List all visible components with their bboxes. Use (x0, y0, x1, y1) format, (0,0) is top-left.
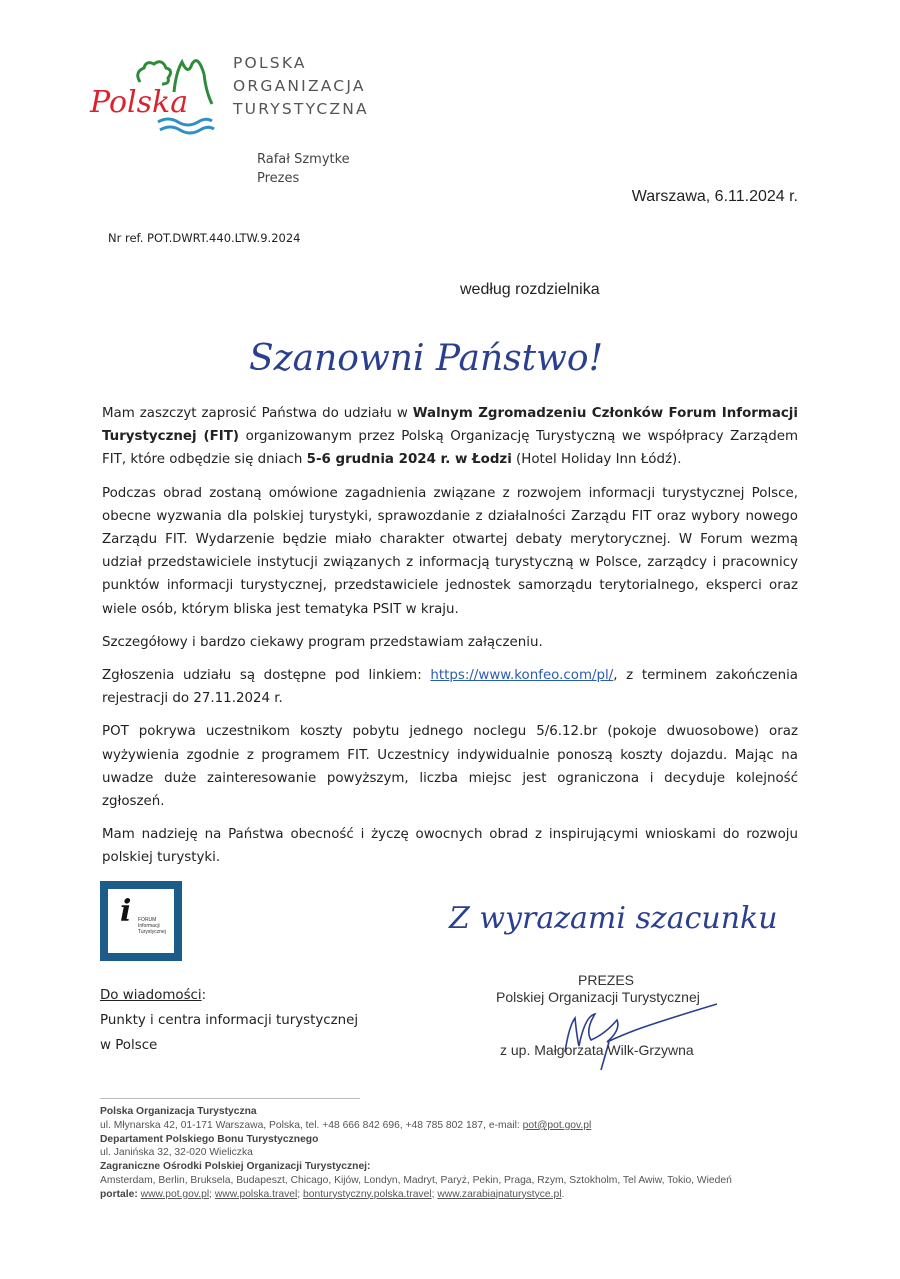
org-line-3: TURYSTYCZNA (233, 100, 369, 118)
president-name: Rafał Szmytke (257, 152, 350, 167)
recipient: według rozdzielnika (460, 281, 600, 298)
handwritten-signature (551, 992, 751, 1072)
footer-email-link[interactable]: pot@pot.gov.pl (522, 1119, 592, 1131)
portal-link-polska-travel[interactable]: www.polska.travel (214, 1188, 298, 1200)
letter-body (102, 402, 798, 880)
polska-logo-icon (88, 52, 216, 142)
footer-org: Polska Organizacja Turystyczna (100, 1106, 257, 1117)
footer (100, 1105, 820, 1202)
reference-number: Nr ref. POT.DWRT.440.LTW.9.2024 (108, 231, 301, 245)
footer-offices-title: Zagraniczne Ośrodki Polskiej Organizacji Turystycznej: (100, 1161, 371, 1173)
portal-link-zarabiaj[interactable]: www.zarabiajnaturystyce.pl (437, 1188, 562, 1200)
fit-logo-inner (108, 889, 174, 953)
paragraph-agenda: Podczas obrad zostaną omówione zagadnienia związane z rozwojem informacji turystycznej Polsce, obecne wyzwania dla polskiej turystyki, sprawozdanie z działalności Zarządu FIT oraz wybory nowego Zarządu FIT. Wydarzenie będzie miało charakter otwartej debaty merytorycznej. W Forum wezmą udział przedstawiciele instytucji związanych z informacją turystyczną w Polsce, zarządcy i pracownicy punktów informacji turystycznej, przedstawiciele jednostek samorządu terytorialnego, eksperci oraz wiele osób, którym bliska jest tematyka PSIT w kraju. (102, 485, 798, 617)
cc-line-1: Punkty i centra informacji turystycznej (100, 1013, 359, 1028)
footer-divider (100, 1098, 360, 1099)
signature-title: PREZES (578, 972, 635, 988)
president-info (257, 150, 350, 188)
polska-logo (88, 52, 216, 142)
footer-dept-address: ul. Janińska 32, 32-020 Wieliczka (100, 1147, 253, 1159)
handwritten-greeting (245, 318, 615, 388)
paragraph-costs: POT pokrywa uczestnikom koszty pobytu jednego noclegu 5/6.12.br (pokoje dwuosobowe) oraz wyżywienia zgodnie z programem FIT. Uczestnicy indywidualnie ponoszą koszty dojazdu. Mając na uwadze duże zainteresowanie powyższym, liczba miejsc jest ograniczona i decyduje kolejność zgłoszeń. (102, 724, 798, 810)
signature-name: z up. Małgorzata Wilk-Grzywna (500, 1042, 694, 1058)
signature-org: Polskiej Organizacji Turystycznej (496, 989, 700, 1005)
svg-text:Polska: Polska (90, 85, 189, 120)
handwritten-closing (445, 880, 790, 950)
portal-link-pot[interactable]: www.pot.gov.pl (140, 1188, 210, 1200)
greeting-text: Szanowni Państwo! (249, 338, 604, 379)
org-line-2: ORGANIZACJA (233, 77, 366, 95)
signature-block (496, 972, 746, 1067)
paragraph-program: Szczegółowy i bardzo ciekawy program przedstawiam załączeniu. (102, 634, 543, 650)
cc-line-2: w Polsce (100, 1038, 158, 1053)
footer-portals: portale: www.pot.gov.pl; www.polska.travel; bonturystyczny.polska.travel; www.zarabiajnaturystyce.pl. (100, 1188, 565, 1200)
paragraph-registration: Zgłoszenia udziału są dostępne pod linkiem: https://www.konfeo.com/pl/, z terminem zakończenia rejestracji do 27.11.2024 r. (102, 668, 798, 707)
registration-link[interactable]: https://www.konfeo.com/pl/ (430, 668, 614, 684)
president-title: Prezes (257, 171, 300, 186)
portal-link-bon[interactable]: bonturystyczny.polska.travel (303, 1188, 432, 1200)
fit-logo-text: FORUM Informacji Turystycznej (138, 917, 166, 935)
paragraph-closing: Mam nadzieję na Państwa obecność i życzę owocnych obrad z inspirującymi wnioskami do rozwoju polskiej turystyki. (102, 827, 798, 866)
cc-heading: Do wiadomości: (100, 988, 207, 1003)
org-line-1: POLSKA (233, 54, 307, 72)
footer-dept: Departament Polskiego Bonu Turystycznego (100, 1133, 319, 1145)
closing-text: Z wyrazami szacunku (449, 901, 778, 936)
footer-address: ul. Młynarska 42, 01-171 Warszawa, Polska, tel. +48 666 842 696, +48 785 802 187, e-mail: pot@pot.gov.pl (100, 1119, 592, 1131)
footer-offices: Amsterdam, Berlin, Bruksela, Budapeszt, Chicago, Kijów, Londyn, Madryt, Paryż, Pekin, Praga, Rzym, Sztokholm, Tel Awiw, Tokio, Wiedeń (100, 1174, 732, 1186)
fit-logo (100, 881, 182, 961)
cc-block (100, 983, 358, 1058)
info-icon: i (120, 894, 132, 929)
organization-name (233, 52, 369, 121)
letter-date: Warszawa, 6.11.2024 r. (631, 188, 798, 205)
paragraph-invitation: Mam zaszczyt zaprosić Państwa do udziału w Walnym Zgromadzeniu Członków Forum Informacji Turystycznej (FIT) organizowanym przez Polską Organizację Turystyczną we współpracy Zarządem FIT, które odbędzie się dniach 5-6 grudnia 2024 r. w Łodzi (Hotel Holiday Inn Łódź). (102, 406, 798, 468)
